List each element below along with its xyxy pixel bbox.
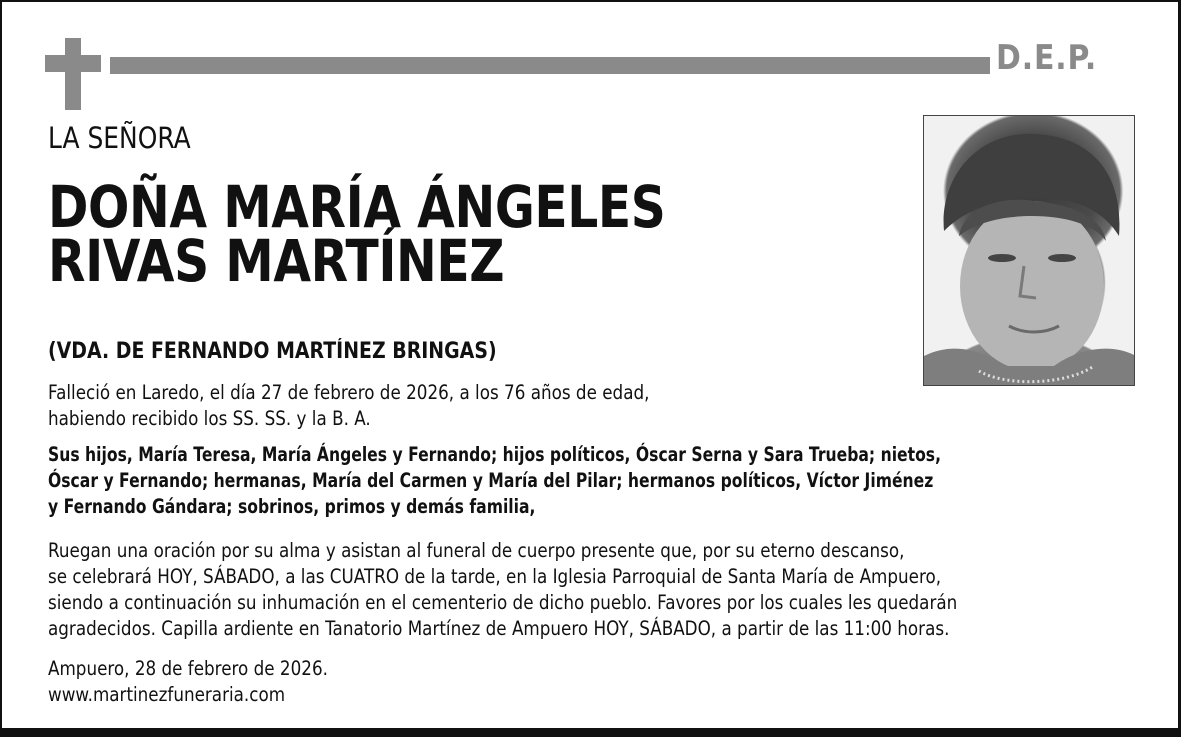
dep-label: D.E.P. [996,38,1098,78]
ceremony-line1: Ruegan una oración por su alma y asistan al funeral de cuerpo presente que, por su eterno descanso, [48,539,905,562]
family-line3: y Fernando Gándara; sobrinos, primos y demás familia, [48,495,536,518]
family-line2: Óscar y Fernando; hermanas, María del Carmen y María del Pilar; hermanos políticos, Víctor Jiménez [48,469,934,492]
honorific: LA SEÑORA [48,121,191,155]
cross-icon [65,38,81,110]
deceased-name-line1: DOÑA MARÍA ÁNGELES [48,173,666,241]
place-date: Ampuero, 28 de febrero de 2026. [48,657,328,680]
death-info-line1: Falleció en Laredo, el día 27 de febrero de 2026, a los 76 años de edad, [48,381,650,404]
cross-icon-arm [45,55,101,72]
website-link[interactable]: www.martinezfuneraria.com [48,683,286,706]
death-info-line2: habiendo recibido los SS. SS. y la B. A. [48,407,371,430]
death-info [48,380,649,432]
closing [48,656,328,708]
family-line1: Sus hijos, María Teresa, María Ángeles y Fernando; hijos políticos, Óscar Serna y Sara Trueba; nietos, [48,443,942,466]
header-rule [110,57,990,74]
ceremony-line2: se celebrará HOY, SÁBADO, a las CUATRO de la tarde, en la Iglesia Parroquial de Santa María de Ampuero, [48,565,942,588]
ceremony-line3: siendo a continuación su inhumación en el cementerio de dicho pueblo. Favores por los cuales les quedarán [48,591,958,614]
ceremony-line4: agradecidos. Capilla ardiente en Tanatorio Martínez de Ampuero HOY, SÁBADO, a partir de las 11:00 horas. [48,617,950,640]
portrait-silhouette-icon [924,116,1135,386]
family-list [48,442,941,520]
widow-of: (VDA. DE FERNANDO MARTÍNEZ BRINGAS) [48,339,497,364]
deceased-name-line2: RIVAS MARTÍNEZ [48,227,505,295]
portrait-photo [923,115,1135,386]
ceremony-info [48,538,957,642]
